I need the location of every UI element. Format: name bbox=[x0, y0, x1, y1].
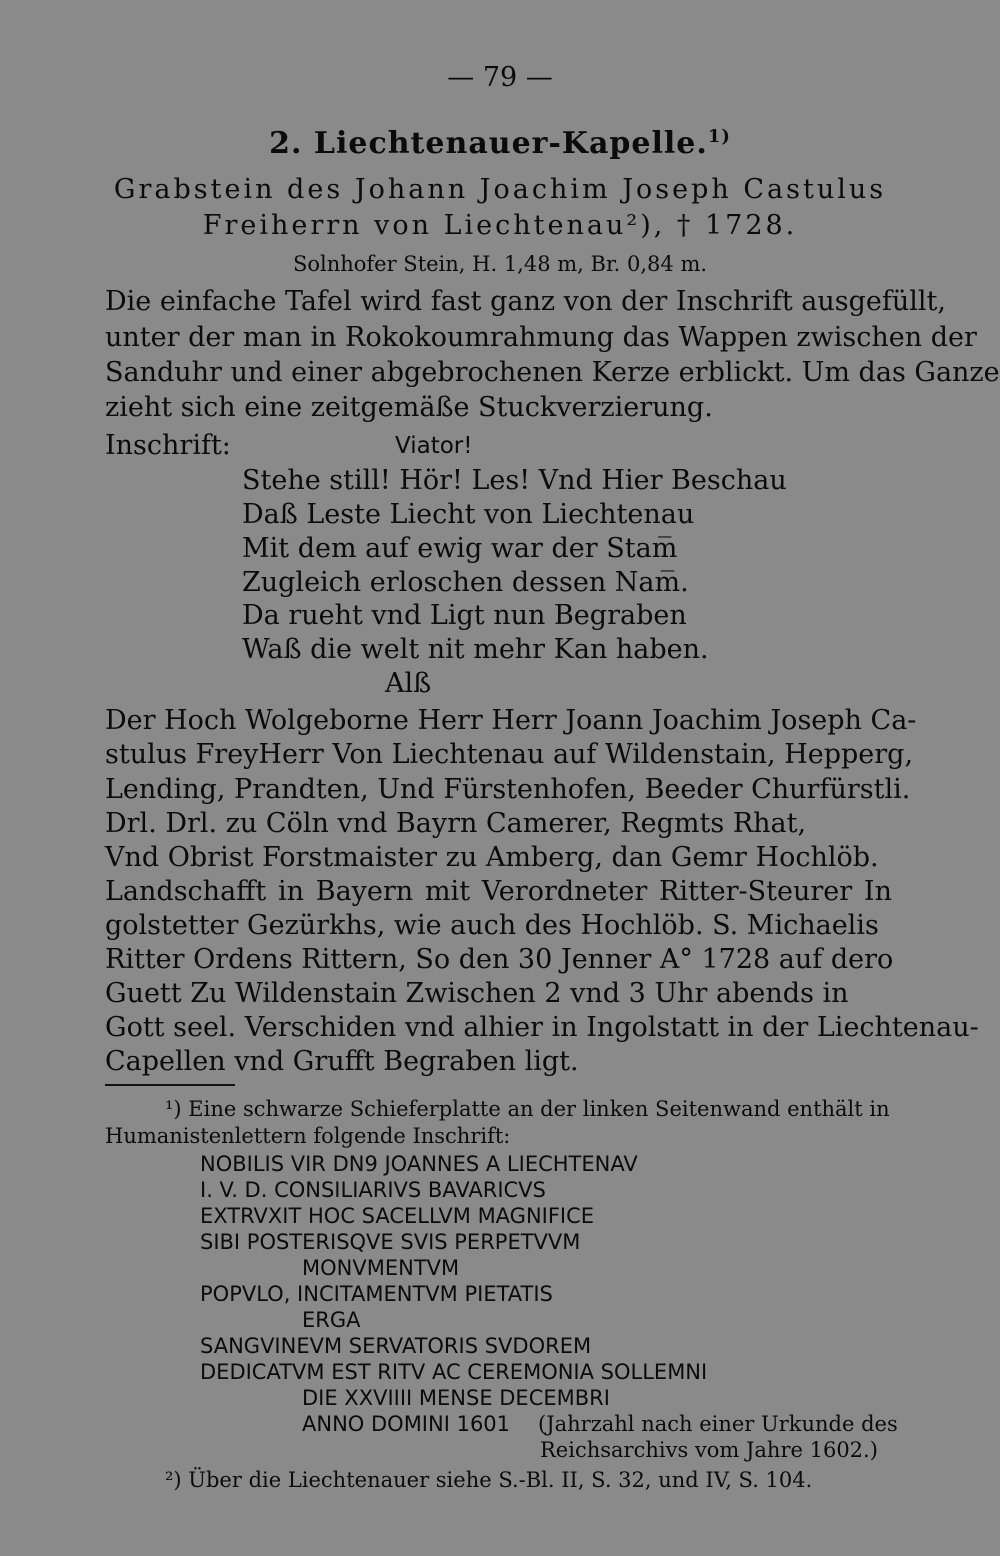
latin-line: EXTRVXIT HOC SACELLVM MAGNIFICE bbox=[200, 1204, 595, 1228]
verse-line: Waß die welt nit mehr Kan haben. bbox=[242, 634, 709, 665]
verse-line: Daß Leste Liecht von Liechtenau bbox=[242, 499, 695, 530]
description-line: Die einfache Tafel wird fast ganz von der Inschrift ausgefüllt, bbox=[105, 286, 946, 317]
latin-line: POPVLO, INCITAMENTVM PIETATIS bbox=[200, 1282, 553, 1306]
prose-line: Vnd Obrist Forstmaister zu Amberg, dan Gemr Hochlöb. bbox=[105, 842, 879, 873]
prose-line: Landschafft in Bayern mit Verordneter Ritter-Steurer In bbox=[105, 876, 892, 907]
verse-line: Stehe still! Hör! Les! Vnd Hier Beschau bbox=[242, 465, 787, 496]
latin-line: DIE XXVIIII MENSE DECEMBRI bbox=[302, 1386, 610, 1410]
footnote-marker: 1) bbox=[707, 126, 731, 147]
prose-line: Ritter Ordens Rittern, So den 30 Jenner A° 1728 auf dero bbox=[105, 944, 894, 975]
footnote-divider bbox=[105, 1084, 235, 1086]
latin-line: DEDICATVM EST RITV AC CEREMONIA SOLLEMNI bbox=[200, 1360, 708, 1384]
prose-line: Drl. Drl. zu Cöln vnd Bayrn Camerer, Regmts Rhat, bbox=[105, 808, 807, 839]
subtitle-line: Grabstein des Johann Joachim Joseph Castulus bbox=[113, 174, 887, 205]
verse-als: Alß bbox=[385, 668, 432, 699]
latin-line: SIBI POSTERISQVE SVIS PERPETVVM bbox=[200, 1230, 581, 1254]
latin-line: ERGA bbox=[302, 1308, 361, 1332]
verse-line: Da rueht vnd Ligt nun Begraben bbox=[242, 600, 687, 631]
prose-line: Lending, Prandten, Und Fürstenhofen, Beeder Churfürstli. bbox=[105, 774, 911, 805]
page-number: — 79 — bbox=[447, 62, 553, 93]
footnote-line: ¹) Eine schwarze Schieferplatte an der linken Seitenwand enthält in bbox=[165, 1097, 890, 1121]
description-line: Sanduhr und einer abgebrochenen Kerze erblickt. Um das Ganze bbox=[105, 357, 1000, 388]
verse-line: Mit dem auf ewig war der Stam̅ bbox=[242, 533, 678, 564]
prose-line: Der Hoch Wolgeborne Herr Herr Joann Joachim Joseph Ca- bbox=[105, 705, 917, 736]
dimensions-line: Solnhofer Stein, H. 1,48 m, Br. 0,84 m. bbox=[292, 252, 708, 276]
latin-note: Reichsarchivs vom Jahre 1602.) bbox=[540, 1438, 878, 1462]
subtitle-line: Freiherrn von Liechtenau²), † 1728. bbox=[202, 210, 798, 241]
inscription-label: Inschrift: bbox=[105, 430, 231, 461]
footnote-2: ²) Über die Liechtenauer siehe S.-Bl. II, S. 32, und IV, S. 104. bbox=[165, 1468, 813, 1492]
latin-line: ANNO DOMINI 1601 bbox=[302, 1412, 511, 1436]
latin-line: MONVMENTVM bbox=[302, 1256, 460, 1280]
verse-line: Zugleich erloschen dessen Nam̅. bbox=[242, 567, 689, 598]
description-line: unter der man in Rokokoumrahmung das Wappen zwischen der bbox=[105, 322, 977, 353]
chapter-title-text: 2. Liechtenauer-Kapelle. bbox=[269, 126, 708, 161]
prose-line: stulus FreyHerr Von Liechtenau auf Wildenstain, Hepperg, bbox=[105, 739, 914, 770]
prose-line: Gott seel. Verschiden vnd alhier in Ingolstatt in der Liechtenau- bbox=[105, 1012, 979, 1043]
chapter-title bbox=[0, 126, 1000, 161]
prose-line: golstetter Gezürkhs, wie auch des Hochlöb. S. Michaelis bbox=[105, 910, 879, 941]
footnote-line: Humanistenlettern folgende Inschrift: bbox=[105, 1124, 511, 1148]
latin-line: SANGVINEVM SERVATORIS SVDOREM bbox=[200, 1334, 592, 1358]
prose-line: Capellen vnd Grufft Begraben ligt. bbox=[105, 1046, 579, 1077]
latin-line: I. V. D. CONSILIARIVS BAVARICVS bbox=[200, 1178, 546, 1202]
inscription-opening: Viator! bbox=[395, 433, 473, 459]
prose-line: Guett Zu Wildenstain Zwischen 2 vnd 3 Uhr abends in bbox=[105, 978, 849, 1009]
latin-line: NOBILIS VIR DN9 JOANNES A LIECHTENAV bbox=[200, 1152, 638, 1176]
latin-note: (Jahrzahl nach einer Urkunde des bbox=[538, 1412, 898, 1436]
description-line: zieht sich eine zeitgemäße Stuckverzierung. bbox=[105, 392, 713, 423]
